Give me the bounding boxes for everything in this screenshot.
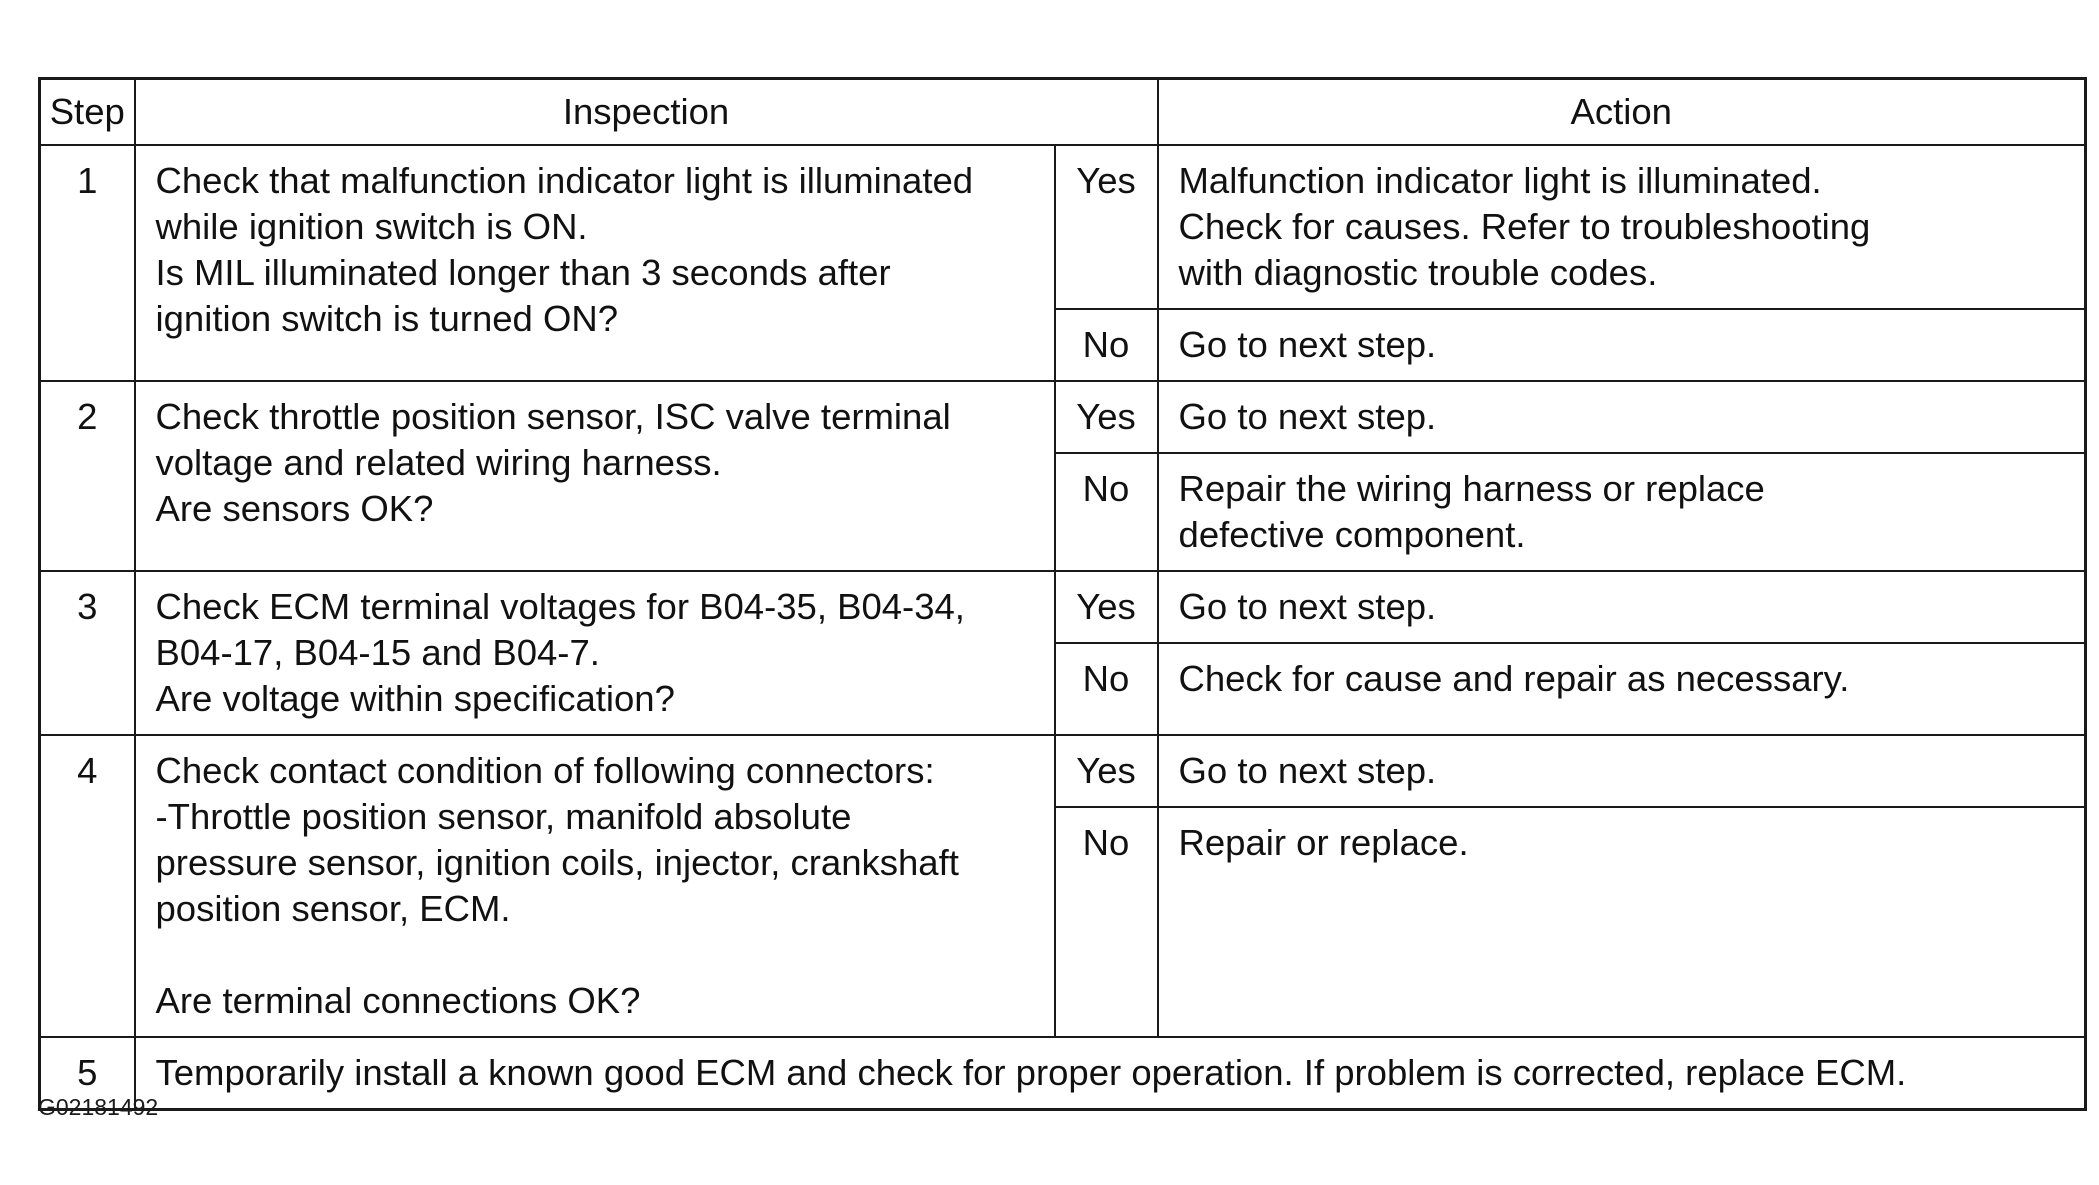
- no-label: No: [1055, 453, 1158, 571]
- step-3-yes-row: [40, 571, 2086, 643]
- yes-label: Yes: [1055, 735, 1158, 807]
- step-2-yes-row: [40, 381, 2086, 453]
- yes-label: Yes: [1055, 571, 1158, 643]
- step-number: 5: [40, 1037, 135, 1110]
- inspection-text: Check throttle position sensor, ISC valve terminal voltage and related wiring harness. Are sensors OK?: [135, 381, 1055, 571]
- no-label: No: [1055, 309, 1158, 381]
- no-action: Repair or replace.: [1158, 807, 2086, 1037]
- step-5-row: [40, 1037, 2086, 1110]
- yes-label: Yes: [1055, 145, 1158, 309]
- no-action: Check for cause and repair as necessary.: [1158, 643, 2086, 735]
- yes-action: Go to next step.: [1158, 735, 2086, 807]
- no-action: Repair the wiring harness or replace defective component.: [1158, 453, 2086, 571]
- diagnostic-table: [38, 77, 2087, 1111]
- yes-action: Go to next step.: [1158, 381, 2086, 453]
- step-number: 1: [40, 145, 135, 381]
- yes-action: Go to next step.: [1158, 571, 2086, 643]
- step-1-yes-row: [40, 145, 2086, 309]
- no-label: No: [1055, 807, 1158, 1037]
- final-step-text: Temporarily install a known good ECM and check for proper operation. If problem is corrected, replace ECM.: [135, 1037, 2086, 1110]
- yes-action: Malfunction indicator light is illuminated. Check for causes. Refer to troubleshooting with diagnostic trouble codes.: [1158, 145, 2086, 309]
- step-number: 2: [40, 381, 135, 571]
- inspection-text: Check ECM terminal voltages for B04-35, B04-34, B04-17, B04-15 and B04-7. Are voltage within specification?: [135, 571, 1055, 735]
- header-action: Action: [1158, 79, 2086, 146]
- no-action: Go to next step.: [1158, 309, 2086, 381]
- yes-label: Yes: [1055, 381, 1158, 453]
- step-number: 3: [40, 571, 135, 735]
- header-step: Step: [40, 79, 135, 146]
- inspection-text: Check contact condition of following connectors: -Throttle position sensor, manifold absolute pressure sensor, ignition coils, injector, crankshaft position sensor, ECM. Are terminal connections OK?: [135, 735, 1055, 1037]
- step-4-yes-row: [40, 735, 2086, 807]
- inspection-text: Check that malfunction indicator light is illuminated while ignition switch is ON. Is MIL illuminated longer than 3 seconds after ignition switch is turned ON?: [135, 145, 1055, 381]
- figure-code: G02181492: [38, 1094, 159, 1120]
- header-row: [40, 79, 2086, 146]
- step-number: 4: [40, 735, 135, 1037]
- no-label: No: [1055, 643, 1158, 735]
- header-inspection: Inspection: [135, 79, 1158, 146]
